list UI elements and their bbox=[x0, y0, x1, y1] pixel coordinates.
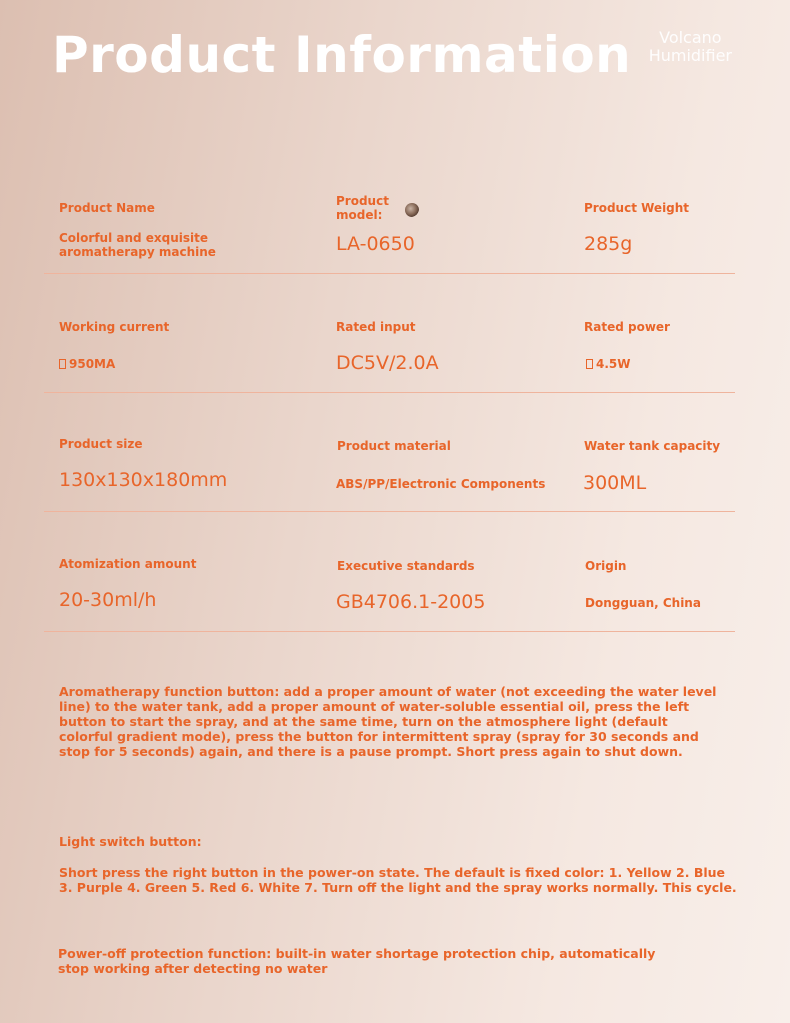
spec-value-line: Colorful and exquisite bbox=[59, 231, 209, 245]
brand-name bbox=[649, 29, 732, 65]
spec-label: Rated input bbox=[336, 320, 416, 334]
missing-glyph-icon bbox=[586, 359, 593, 369]
spec-label-line: model: bbox=[336, 208, 383, 222]
spec-label: Product size bbox=[59, 437, 143, 451]
spec-label bbox=[336, 194, 389, 222]
spec-label: Origin bbox=[585, 559, 627, 573]
brand-line-2: Humidifier bbox=[648, 46, 732, 65]
spec-row bbox=[44, 155, 735, 274]
spec-value: 20-30ml/h bbox=[59, 589, 157, 611]
spec-label: Working current bbox=[59, 320, 170, 334]
spec-value: DC5V/2.0A bbox=[336, 352, 439, 374]
spec-label: Product material bbox=[337, 439, 451, 453]
spec-label: Water tank capacity bbox=[584, 439, 721, 453]
light-switch-title: Light switch button: bbox=[59, 834, 202, 849]
spec-value: Dongguan, China bbox=[585, 596, 701, 610]
spec-value: 285g bbox=[584, 233, 633, 255]
spec-value bbox=[586, 357, 631, 371]
spec-value: 300ML bbox=[583, 472, 647, 494]
row-divider bbox=[44, 511, 735, 512]
power-off-description: Power-off protection function: built-in water shortage protection chip, automatically stop working after detecting no water bbox=[58, 946, 656, 976]
row-divider bbox=[44, 631, 735, 632]
spec-value-line: aromatherapy machine bbox=[59, 245, 216, 259]
page-title: Product Information bbox=[52, 26, 632, 84]
spec-label: Executive standards bbox=[337, 559, 475, 573]
spec-row bbox=[44, 513, 735, 632]
spec-value-text: 4.5W bbox=[596, 357, 631, 371]
spec-value-text: 950MA bbox=[69, 357, 116, 371]
spec-value bbox=[59, 231, 216, 259]
spec-label: Product Name bbox=[59, 201, 155, 215]
product-thumbnail-icon bbox=[405, 203, 419, 217]
spec-label-line: Product bbox=[336, 194, 389, 208]
light-switch-description: Short press the right button in the power-on state. The default is fixed color: 1. Yellow 2. Blue 3. Purple 4. Green 5. Red 6. White 7. Turn off the light and the spray works normally. This cycle. bbox=[59, 865, 737, 895]
spec-value bbox=[59, 357, 115, 371]
spec-label: Atomization amount bbox=[59, 557, 197, 571]
spec-label: Product Weight bbox=[584, 201, 690, 215]
spec-value: LA-0650 bbox=[336, 233, 415, 255]
aromatherapy-description: Aromatherapy function button: add a proper amount of water (not exceeding the water level line) to the water tank, add a proper amount of water-soluble essential oil, press the left button to start the spray, and at the same time, turn on the atmosphere light (default colorful gradient mode), press the button for intermittent spray (spray for 30 seconds and stop for 5 seconds) again, and there is a pause prompt. Short press again to shut down. bbox=[59, 684, 717, 759]
spec-value: ABS/PP/Electronic Components bbox=[336, 477, 546, 491]
spec-row bbox=[44, 393, 735, 512]
spec-value: GB4706.1-2005 bbox=[336, 591, 486, 613]
spec-value: 130x130x180mm bbox=[59, 469, 228, 491]
brand-line-1: Volcano bbox=[659, 28, 722, 47]
spec-row bbox=[44, 274, 735, 393]
missing-glyph-icon bbox=[59, 359, 66, 369]
spec-label: Rated power bbox=[584, 320, 670, 334]
